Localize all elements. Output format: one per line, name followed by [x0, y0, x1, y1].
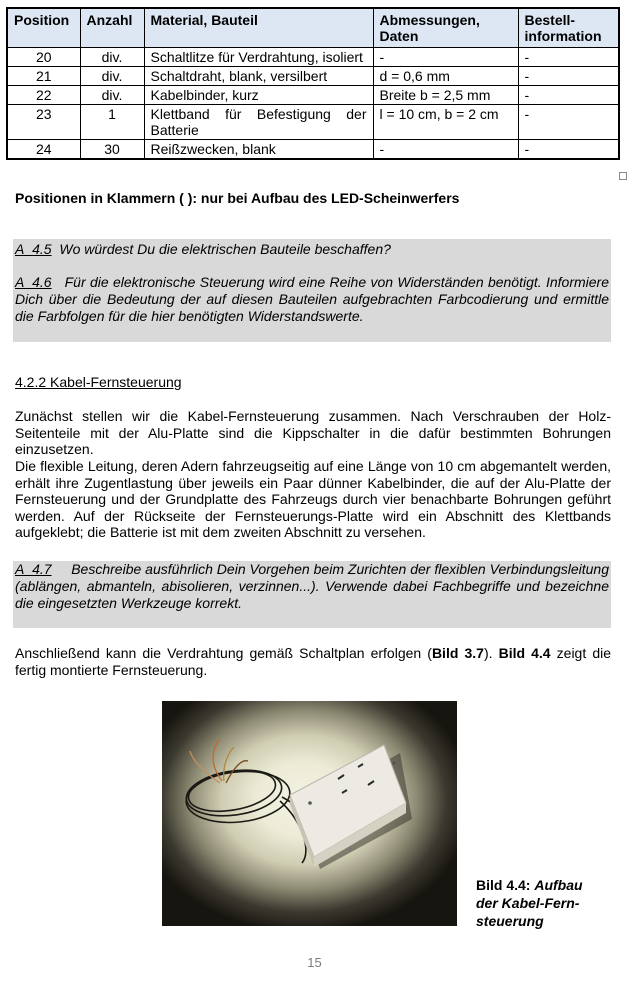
- cell-bestell: -: [518, 105, 619, 140]
- section-heading: 4.2.2 Kabel-Fernsteuerung: [15, 374, 182, 390]
- cell-position: 22: [7, 86, 80, 105]
- paragraph-3: [15, 645, 611, 678]
- caption-line-3: steuerung: [476, 913, 544, 929]
- table-row: [7, 86, 619, 105]
- table-row: [7, 67, 619, 86]
- header-bestellinformation: Bestell-information: [518, 8, 619, 48]
- task-4-7: [15, 561, 609, 612]
- cell-position: 21: [7, 67, 80, 86]
- table-row: [7, 140, 619, 160]
- positions-note: Positionen in Klammern ( ): nur bei Aufbau des LED-Scheinwerfers: [15, 190, 460, 206]
- cell-position: 20: [7, 48, 80, 67]
- task-4-7-text: Beschreibe ausführlich Dein Vorgehen beim Zurichten der flexiblen Verbindungsleitung (ablängen, abmanteln, abisolieren, verzinnen...). Verwende dabei Fachbegriffe und bezeichne die eingesetzten Werkzeuge korrekt.: [15, 561, 609, 611]
- header-material: Material, Bauteil: [144, 8, 373, 48]
- remote-control-photo: [162, 701, 457, 926]
- cell-position: 24: [7, 140, 80, 160]
- header-position: Position: [7, 8, 80, 48]
- remote-control-illustration: [162, 701, 457, 926]
- paragraph-3-text: zeigt die fertig montierte Fernsteuerung.: [15, 645, 611, 678]
- caption-line-1: Aufbau: [534, 877, 583, 893]
- cell-position: 23: [7, 105, 80, 140]
- task-4-5: [15, 241, 609, 258]
- cell-material: Klettband für Befestigung der Batterie: [144, 105, 373, 140]
- caption-line-2: der Kabel-Fern-: [476, 895, 580, 911]
- paragraph-3-text: ).: [483, 645, 499, 661]
- task-box-4-5-4-6: [13, 239, 611, 342]
- page-number: 15: [307, 955, 322, 970]
- cell-bestell: -: [518, 67, 619, 86]
- figure-ref-3-7: Bild 3.7: [431, 645, 484, 661]
- cell-material: Reißzwecken, blank: [144, 140, 373, 160]
- paragraph-1: Zunächst stellen wir die Kabel-Fernsteuerung zusammen. Nach Verschrauben der Holz-Seitenteile mit der Alu-Platte sind die Kippschalter in die dafür bestimmten Bohrungen einzusetzen.: [15, 408, 611, 457]
- cell-anzahl: div.: [80, 86, 144, 105]
- task-4-6-text: Für die elektronische Steuerung wird eine Reihe von Widerständen benötigt. Informiere Dich über die Bedeutung der auf diesen Bauteilen aufgebrachten Farbcodierung und ermittle die Farbfolgen für die hier benötigten Widerstandswerte.: [15, 274, 610, 324]
- table-resize-handle[interactable]: [619, 172, 627, 180]
- paragraph-3-text: Anschließend kann die Verdrahtung gemäß Schaltplan erfolgen (: [15, 645, 432, 661]
- table-row: [7, 105, 619, 140]
- parts-table: [6, 7, 620, 160]
- cell-material: Schaltdraht, blank, versilbert: [144, 67, 373, 86]
- cell-anzahl: div.: [80, 48, 144, 67]
- table-header-row: [7, 8, 619, 48]
- task-4-6-label: A_4.6: [15, 274, 52, 290]
- task-box-4-7: [13, 561, 611, 628]
- figure-caption: [476, 876, 583, 930]
- cell-bestell: -: [518, 140, 619, 160]
- cell-abmessungen: -: [373, 48, 518, 67]
- cell-abmessungen: l = 10 cm, b = 2 cm: [373, 105, 518, 140]
- cell-bestell: -: [518, 86, 619, 105]
- cell-anzahl: 30: [80, 140, 144, 160]
- task-4-7-label: A_4.7: [15, 561, 52, 577]
- cell-anzahl: 1: [80, 105, 144, 140]
- header-anzahl: Anzahl: [80, 8, 144, 48]
- table-row: [7, 48, 619, 67]
- cell-material: Schaltlitze für Verdrahtung, isoliert: [144, 48, 373, 67]
- caption-label: Bild 4.4:: [476, 877, 531, 893]
- figure-ref-4-4: Bild 4.4: [498, 645, 551, 661]
- task-4-5-label: A_4.5: [15, 241, 52, 257]
- paragraph-2: Die flexible Leitung, deren Adern fahrzeugseitig auf eine Länge von 10 cm abgemantelt werden, erhält ihre Zugentlastung über jeweils ein Paar dünner Kabelbinder, die auf der Alu-Platte der Fernsteuerung und der Grundplatte des Fahrzeugs durch vier benachbarte Bohrungen geführt werden. Auf der Rückseite der Fernsteuerungs-Platte wird ein Abschnitt des Klettbands aufgeklebt; die Batterie ist mit dem zweiten Abschnitt zu versehen.: [15, 458, 611, 540]
- task-4-6: [15, 274, 609, 325]
- task-4-5-text: Wo würdest Du die elektrischen Bauteile beschaffen?: [59, 241, 391, 257]
- cell-material: Kabelbinder, kurz: [144, 86, 373, 105]
- cell-bestell: -: [518, 48, 619, 67]
- cell-abmessungen: -: [373, 140, 518, 160]
- cell-abmessungen: d = 0,6 mm: [373, 67, 518, 86]
- cell-abmessungen: Breite b = 2,5 mm: [373, 86, 518, 105]
- cell-anzahl: div.: [80, 67, 144, 86]
- header-abmessungen: Abmessungen, Daten: [373, 8, 518, 48]
